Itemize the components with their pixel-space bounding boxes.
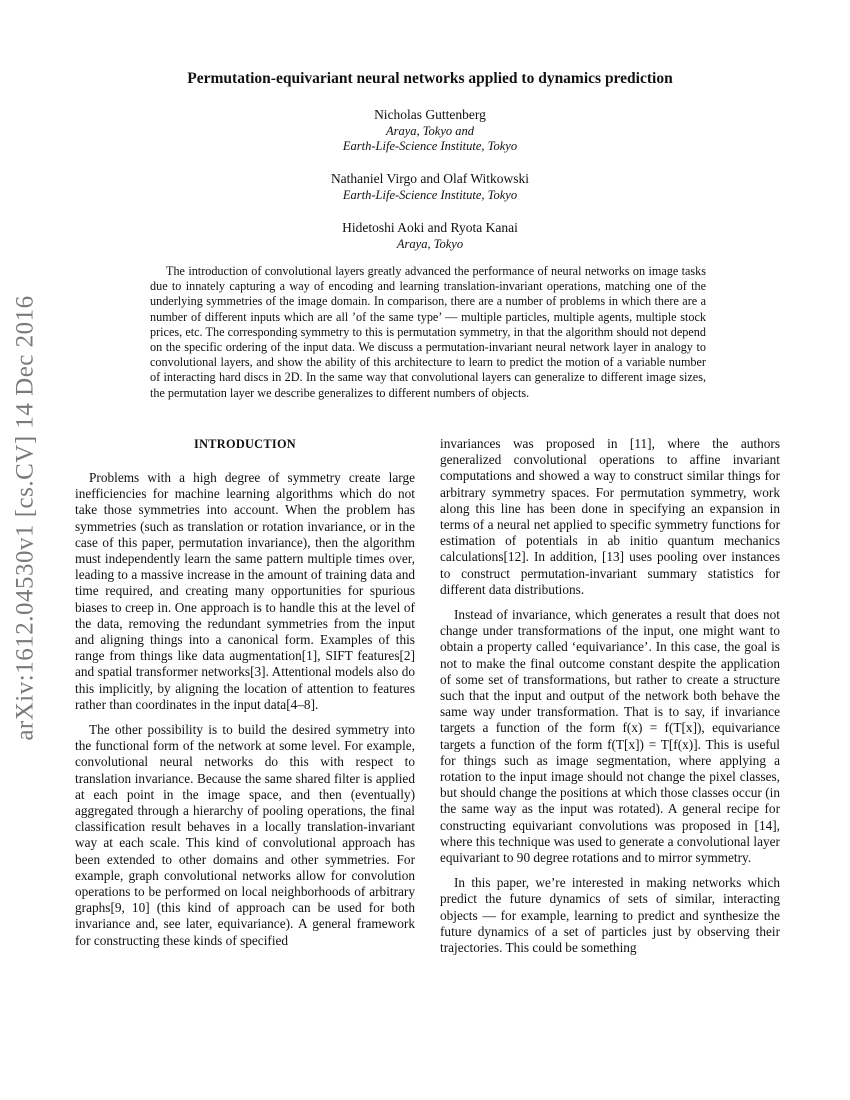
author-block [200,219,660,252]
arxiv-identifier: arXiv:1612.04530v1 [cs.CV] 14 Dec 2016 [12,295,40,741]
body-paragraph: In this paper, we’re interested in making networks which predict the future dynamics of sets of similar, interacting objects — for example, learning to predict and synthesize the future dynamics of a set of particles just by observing their trajectories. This could be something [440,875,780,956]
author-names: Hidetoshi Aoki and Ryota Kanai [342,220,518,235]
author-names: Nathaniel Virgo and Olaf Witkowski [330,171,530,186]
paper-title: Permutation-equivariant neural networks applied to dynamics prediction [187,70,673,87]
body-paragraph: The other possibility is to build the desired symmetry into the functional form of the network at some level. For example, convolutional neural networks do this with respect to translation invariance. Because the same shared filter is applied at each point in the image space, and then (eventually) aggregated through a hierarchy of pooling operations, the final classification result behaves in a locally translation-invariant way at each scale. This kind of convolutional approach has been extended to other domains and other symmetries. For example, graph convolutional networks allow for convolution operations to be performed on local neighborhoods of arbitrary graphs[9, 10] (this kind of approach can be used for both invariance and, see later, equivariance). A general framework for constructing these kinds of specified [75,722,415,948]
abstract: The introduction of convolutional layers greatly advanced the performance of neural networks on image tasks due to innately capturing a way of encoding and learning translation-invariant operations, matching one of the underlying symmetries of the image domain. In comparison, there are a number of problems in which there are a number of different inputs which are all ’of the same type’ — multiple particles, multiple agents, multiple stock prices, etc. The corresponding symmetry to this is permutation symmetry, in that the algorithm should not depend on the specific ordering of the input data. We discuss a permutation-invariant neural network layer in analogy to convolutional layers, and show the ability of this architecture to learn to predict the motion of a variable number of interacting hard discs in 2D. In the same way that convolutional layers can generalize to different image sizes, the permutation layer we describe generalizes to different numbers of objects. [150,264,706,400]
body-paragraph: Problems with a high degree of symmetry create large inefficiencies for machine learning algorithms which do not take those symmetries into account. When the problem has symmetries (such as translation or rotation invariance, or in the case of this paper, permutation invariance), then the algorithm must independently learn the same pattern multiple times over, leading to a massive increase in the amount of training data and time required, and creating many opportunities for spurious biases to creep in. One approach is to handle this at the level of the data, removing the redundant symmetries from the input and aligning things into a canonical form. Examples of this range from things like data augmentation[1], SIFT features[2] and spatial transformer networks[3]. Attentional models also do this implicitly, by aligning the location of attention to features rather than coordinates in the input data[4–8]. [75,470,415,712]
left-column [75,436,415,958]
right-column [440,436,780,965]
affiliation: Araya, Tokyo and [385,124,475,138]
affiliation: Earth-Life-Science Institute, Tokyo [342,139,518,153]
affiliation: Earth-Life-Science Institute, Tokyo [342,188,518,202]
arxiv-side-stamp [8,288,44,748]
author-block [200,106,660,154]
affiliation: Araya, Tokyo [396,237,464,251]
author-block [200,170,660,203]
body-paragraph: Instead of invariance, which generates a result that does not change under transformations of the input, one might want to obtain a property called ‘equivariance’. In this case, the goal is not to make the final outcome constant despite the application of some set of transformations, but rather to create a structure such that the input and output of the network both behave the same way under transformation. That is to say, if invariance targets a function of the form f(x) = f(T[x]), equivariance targets a function of the form f(T[x]) = T[f(x)]. This is useful for things such as image segmentation, where applying a rotation to the input image should not change the pixel classes, but should change the positions at which those classes occur (in the same way as the input was rotated). A general recipe for constructing equivariant convolutions was proposed in [14], where this technique was used to generate a convolutional layer equivariant to 90 degree rotations and to mirror symmetry. [440,607,780,866]
section-heading: INTRODUCTION [194,437,296,451]
author-names: Nicholas Guttenberg [374,107,486,122]
author-list [200,106,660,268]
body-paragraph: invariances was proposed in [11], where the authors generalized convolutional operations to affine invariant computations and showed a way to construct similar things for arbitrary symmetry spaces. For permutation symmetry, work along this line has been done in specifying an expansion in terms of a neural net applied to specific symmetry functions for estimation of potentials in ab initio quantum mechanics calculations[12]. In addition, [13] uses pooling over instances to construct permutation-invariant summary statistics for different data distributions. [440,436,780,597]
